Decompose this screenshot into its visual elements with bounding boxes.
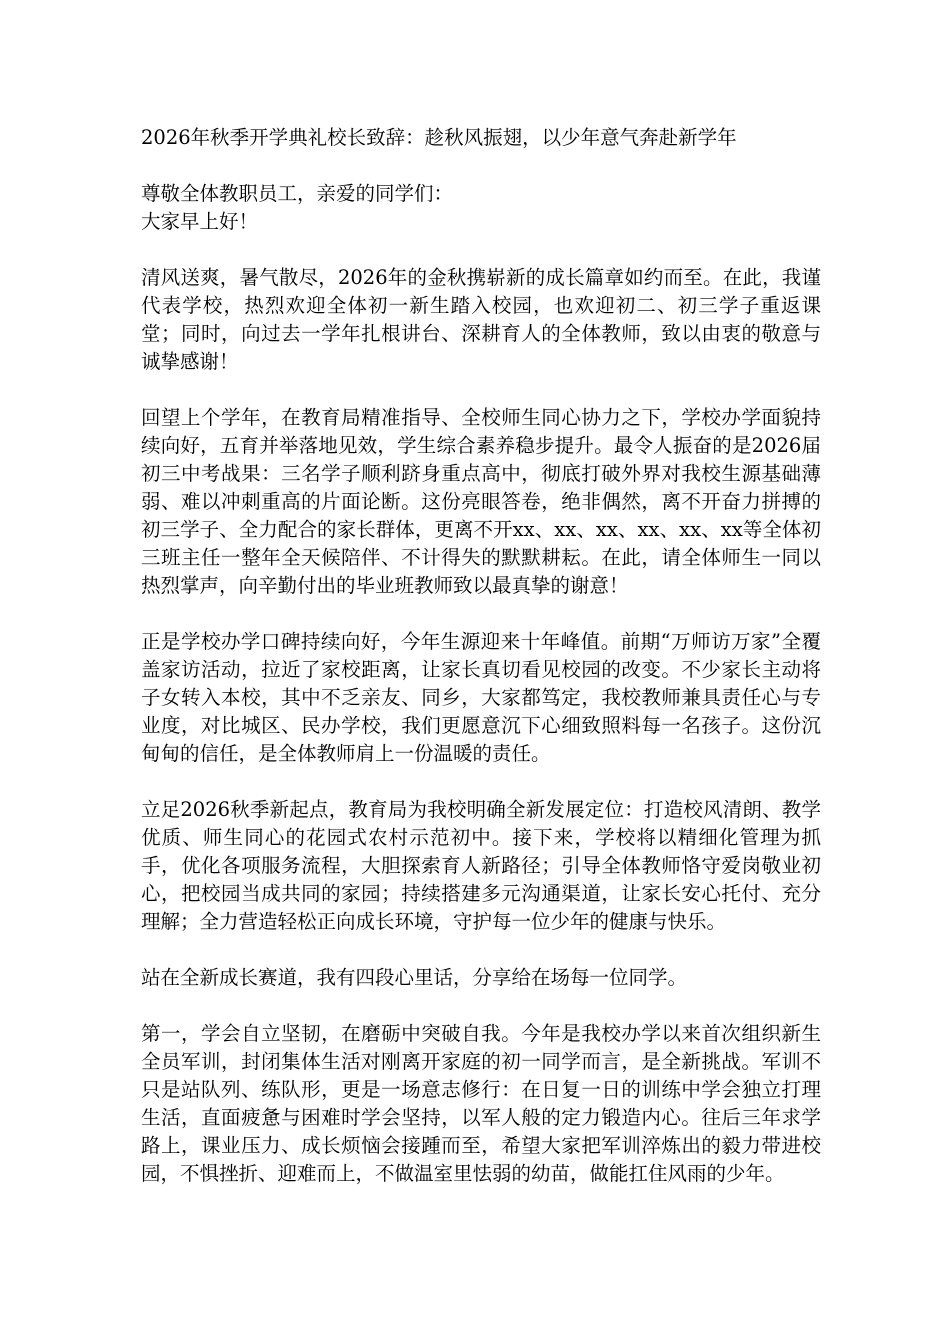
document-page bbox=[141, 124, 821, 1216]
paragraph-review: 回望上个学年，在教育局精准指导、全校师生同心协力之下，学校办学面貌持续向好，五育并举落地见效，学生综合素养稳步提升。最令人振奋的是2026届初三中考战果：三名学子顺利跻身重点高中，彻底打破外界对我校生源基础薄弱、难以冲刺重高的片面论断。这份亮眼答卷，绝非偶然，离不开奋力拼搏的初三学子、全力配合的家长群体，更离不开xx、xx、xx、xx、xx、xx等全体初三班主任一整年全天候陪伴、不计得失的默默耕耘。在此，请全体师生一同以热烈掌声，向辛勤付出的毕业班教师致以最真挚的谢意！ bbox=[141, 406, 821, 597]
document-title: 2026年秋季开学典礼校长致辞：趁秋风振翅，以少年意气奔赴新学年 bbox=[141, 126, 737, 149]
greeting: 大家早上好！ bbox=[141, 210, 259, 233]
opening-block bbox=[141, 180, 821, 236]
salutation: 尊敬全体教职员工，亲爱的同学们： bbox=[141, 182, 454, 205]
paragraph-positioning: 立足2026秋季新起点，教育局为我校明确全新发展定位：打造校风清朗、教学优质、师生同心的花园式农村示范初中。接下来，学校将以精细化管理为抓手，优化各项服务流程，大胆探索育人新路径；引导全体教师恪守爱岗敬业初心，把校园当成共同的家园；持续搭建多元沟通渠道，让家长安心托付、充分理解；全力营造轻松正向成长环境，守护每一位少年的健康与快乐。 bbox=[141, 798, 821, 933]
paragraph-transition: 站在全新成长赛道，我有四段心里话，分享给在场每一位同学。 bbox=[141, 966, 688, 989]
paragraph-enrollment: 正是学校办学口碑持续向好，今年生源迎来十年峰值。前期“万师访万家”全覆盖家访活动，拉近了家校距离，让家长真切看见校园的改变。不少家长主动将子女转入本校，其中不乏亲友、同乡，大家都笃定，我校教师兼具责任心与专业度，对比城区、民办学校，我们更愿意沉下心细致照料每一名孩子。这份沉甸甸的信任，是全体教师肩上一份温暖的责任。 bbox=[141, 630, 821, 765]
paragraph-point-one: 第一，学会自立坚韧，在磨砺中突破自我。今年是我校办学以来首次组织新生全员军训，封闭集体生活对刚离开家庭的初一同学而言，是全新挑战。军训不只是站队列、练队形，更是一场意志修行：在日复一日的训练中学会独立打理生活，直面疲惫与困难时学会坚持，以军人般的定力锻造内心。往后三年求学路上，课业压力、成长烦恼会接踵而至，希望大家把军训淬炼出的毅力带进校园，不惧挫折、迎难而上，不做温室里怯弱的幼苗，做能扛住风雨的少年。 bbox=[141, 1022, 821, 1185]
paragraph-welcome: 清风送爽，暑气散尽，2026年的金秋携崭新的成长篇章如约而至。在此，我谨代表学校，热烈欢迎全体初一新生踏入校园，也欢迎初二、初三学子重返课堂；同时，向过去一学年扎根讲台、深耕育人的全体教师，致以由衷的敬意与诚挚感谢！ bbox=[141, 266, 821, 373]
